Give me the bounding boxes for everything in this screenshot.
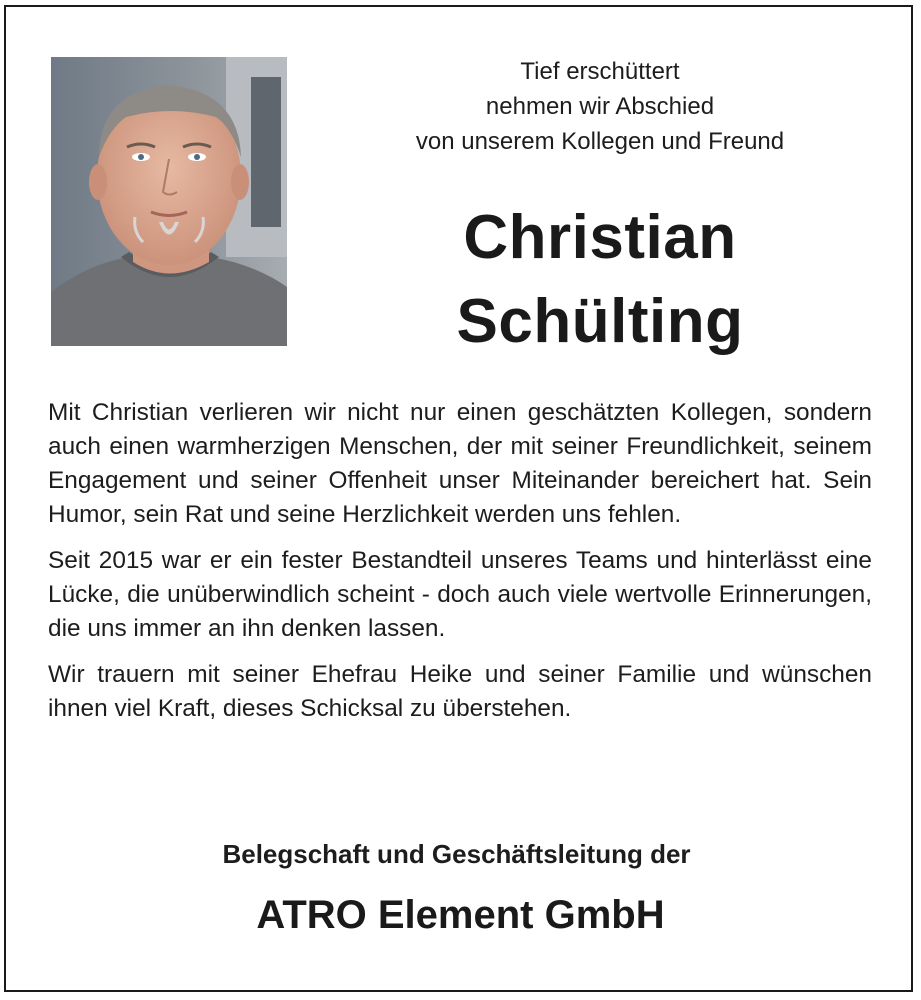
signature-line: Belegschaft und Geschäftsleitung der	[222, 839, 691, 869]
paragraph: Mit Christian verlieren wir nicht nur einen geschätzten Kollegen, sondern auch einen warmherzigen Menschen, der mit seiner Freundlichkeit, seinem Engagement und seiner Offenheit unser Miteinander bereichert hat. Sein Humor, sein Rat und seine Herzlichkeit werden uns fehlen.	[48, 399, 872, 528]
first-name: Christian	[463, 203, 737, 272]
deceased-name	[356, 196, 844, 364]
intro-text	[356, 54, 844, 159]
portrait-photo	[51, 57, 287, 346]
intro-line: von unserem Kollegen und Freund	[415, 128, 785, 155]
paragraph: Wir trauern mit seiner Ehefrau Heike und seiner Familie und wünschen ihnen viel Kraft, dieses Schicksal zu überstehen.	[48, 661, 872, 722]
paragraph: Seit 2015 war er ein fester Bestandteil unseres Teams und hinterlässt eine Lücke, die unüberwindlich scheint - doch auch viele wertvolle Erinnerungen, die uns immer an ihn denken lassen.	[48, 547, 872, 642]
intro-line: nehmen wir Abschied	[485, 93, 715, 120]
company-name: ATRO Element GmbH	[256, 893, 665, 937]
tribute-text	[48, 396, 872, 738]
last-name: Schülting	[456, 287, 744, 356]
intro-line: Tief erschüttert	[520, 58, 680, 85]
